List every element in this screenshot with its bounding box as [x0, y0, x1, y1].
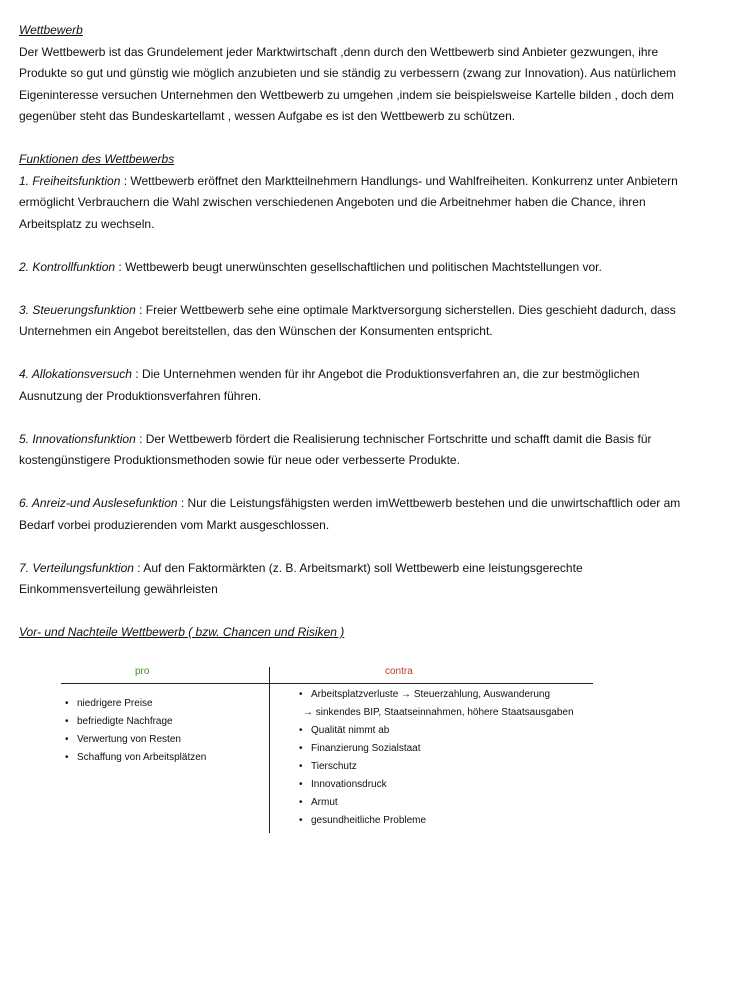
bullet-icon: • — [299, 815, 303, 826]
contra-header: contra — [385, 666, 413, 677]
section-heading-funktionen: Funktionen des Wettbewerbs — [19, 152, 175, 166]
pro-item: • niedrigere Preise — [65, 695, 206, 713]
function-3-line — [19, 300, 719, 322]
contra-item: • Qualität nimmt ab — [299, 722, 574, 740]
contra-item: • gesundheitliche Probleme — [299, 812, 574, 830]
function-6-text: : Nur die Leistungsfähigsten werden imWettbewerb bestehen und die unwirtschaftlich oder am — [177, 496, 681, 510]
bullet-icon: • — [299, 689, 303, 700]
function-5-text: : Der Wettbewerb fördert die Realisierung technischer Fortschritte und schafft damit die Basis für — [135, 431, 652, 446]
function-1-line — [19, 171, 719, 193]
bullet-icon: • — [65, 716, 69, 727]
table-column-divider — [269, 667, 270, 833]
bullet-icon: • — [65, 698, 69, 709]
function-5-line — [19, 429, 719, 451]
bullet-icon: • — [65, 752, 69, 763]
intro-line: Der Wettbewerb ist das Grundelement jeder Marktwirtschaft ,denn durch den Wettbewerb sind Anbieter gezwungen, ihre — [19, 44, 659, 59]
function-1-line: ermöglicht Verbrauchern die Wahl zwischen verschiedenen Angeboten und die Arbeitnehmer haben die Chance, ihren — [19, 195, 646, 209]
function-4-line: Ausnutzung der Produktionsverfahren führen. — [19, 388, 262, 403]
contra-item: • Tierschutz — [299, 758, 574, 776]
pro-item: • Verwertung von Resten — [65, 731, 206, 749]
bullet-icon: • — [299, 743, 303, 754]
bullet-icon: • — [299, 761, 303, 772]
pro-item: • Schaffung von Arbeitsplätzen — [65, 749, 206, 767]
bullet-icon: • — [65, 734, 69, 745]
function-2-line — [19, 257, 719, 279]
pro-list — [65, 695, 206, 767]
contra-item: • Finanzierung Sozialstaat — [299, 740, 574, 758]
intro-line: Produkte so gut und günstig wie möglich anzubieten und sie ständig zu verbessern (zwang zur Innovation). Aus natürlichem — [19, 66, 677, 80]
function-3-text: : Freier Wettbewerb sehe eine optimale Marktversorgung sicherstellen. Dies geschieht dadurch, dass — [135, 302, 676, 317]
contra-item: • Innovationsdruck — [299, 776, 574, 794]
function-7-line — [19, 558, 719, 580]
bullet-icon: • — [299, 725, 303, 736]
function-2-title: 2. Kontrollfunktion — [19, 259, 116, 274]
function-4-title: 4. Allokationsversuch — [19, 367, 132, 381]
function-6-line: Bedarf vorbei produzierenden vom Markt ausgeschlossen. — [19, 517, 330, 532]
contra-item-continuation: → sinkendes BIP, Staatseinnahmen, höhere Staatsausgaben — [303, 707, 574, 718]
pro-header: pro — [135, 666, 150, 677]
contra-item: • Armut — [299, 794, 574, 812]
function-1-text: : Wettbewerb eröffnet den Marktteilnehmern Handlungs- und Wahlfreiheiten. Konkurrenz unter Anbietern — [120, 173, 678, 188]
function-2-text: : Wettbewerb beugt unerwünschten gesellschaftlichen und politischen Machtstellungen vor. — [115, 259, 602, 274]
section-heading-wettbewerb: Wettbewerb — [19, 23, 83, 37]
function-7-text: : Auf den Faktormärkten (z. B. Arbeitsmarkt) soll Wettbewerb eine leistungsgerechte — [133, 560, 583, 575]
function-5-line: kostengünstigere Produktionsmethoden sowie für neue oder verbesserte Produkte. — [19, 453, 460, 467]
table-header-divider — [61, 683, 593, 684]
function-3-title: 3. Steuerungsfunktion — [19, 302, 136, 317]
function-6-line — [19, 493, 719, 515]
contra-item: • Arbeitsplatzverluste → Steuerzahlung, Auswanderung — [299, 686, 574, 704]
contra-list — [299, 686, 574, 830]
function-6-title: 6. Anreiz-und Auslesefunktion — [19, 496, 178, 510]
function-3-line: Unternehmen ein Angebot bereitstellen, das den Wünschen der Konsumenten entspricht. — [19, 324, 493, 338]
function-4-text: : Die Unternehmen wenden für ihr Angebot die Produktionsverfahren an, die zur bestmöglichen — [131, 367, 640, 381]
intro-line: gegenüber steht das Bundeskartellamt , wessen Aufgabe es ist den Wettbewerb zu schützen. — [19, 109, 516, 123]
function-1-title: 1. Freiheitsfunktion — [19, 173, 121, 188]
pro-item: • befriedigte Nachfrage — [65, 713, 206, 731]
document-page — [19, 20, 719, 644]
bullet-icon: • — [299, 779, 303, 790]
function-1-line: Arbeitsplatz zu wechseln. — [19, 216, 155, 231]
function-4-line — [19, 364, 719, 386]
section-heading-vor-nachteile: Vor- und Nachteile Wettbewerb ( bzw. Chancen und Risiken ) — [19, 625, 345, 639]
intro-line: Eigeninteresse versuchen Unternehmen den Wettbewerb zu umgehen ,indem sie beispielsweise Kartelle bilden , doch dem — [19, 87, 674, 102]
function-7-line: Einkommensverteilung gewährleisten — [19, 582, 218, 596]
pro-contra-table — [61, 662, 595, 837]
function-5-title: 5. Innovationsfunktion — [19, 431, 136, 446]
function-7-title: 7. Verteilungsfunktion — [19, 560, 134, 575]
bullet-icon: • — [299, 797, 303, 808]
